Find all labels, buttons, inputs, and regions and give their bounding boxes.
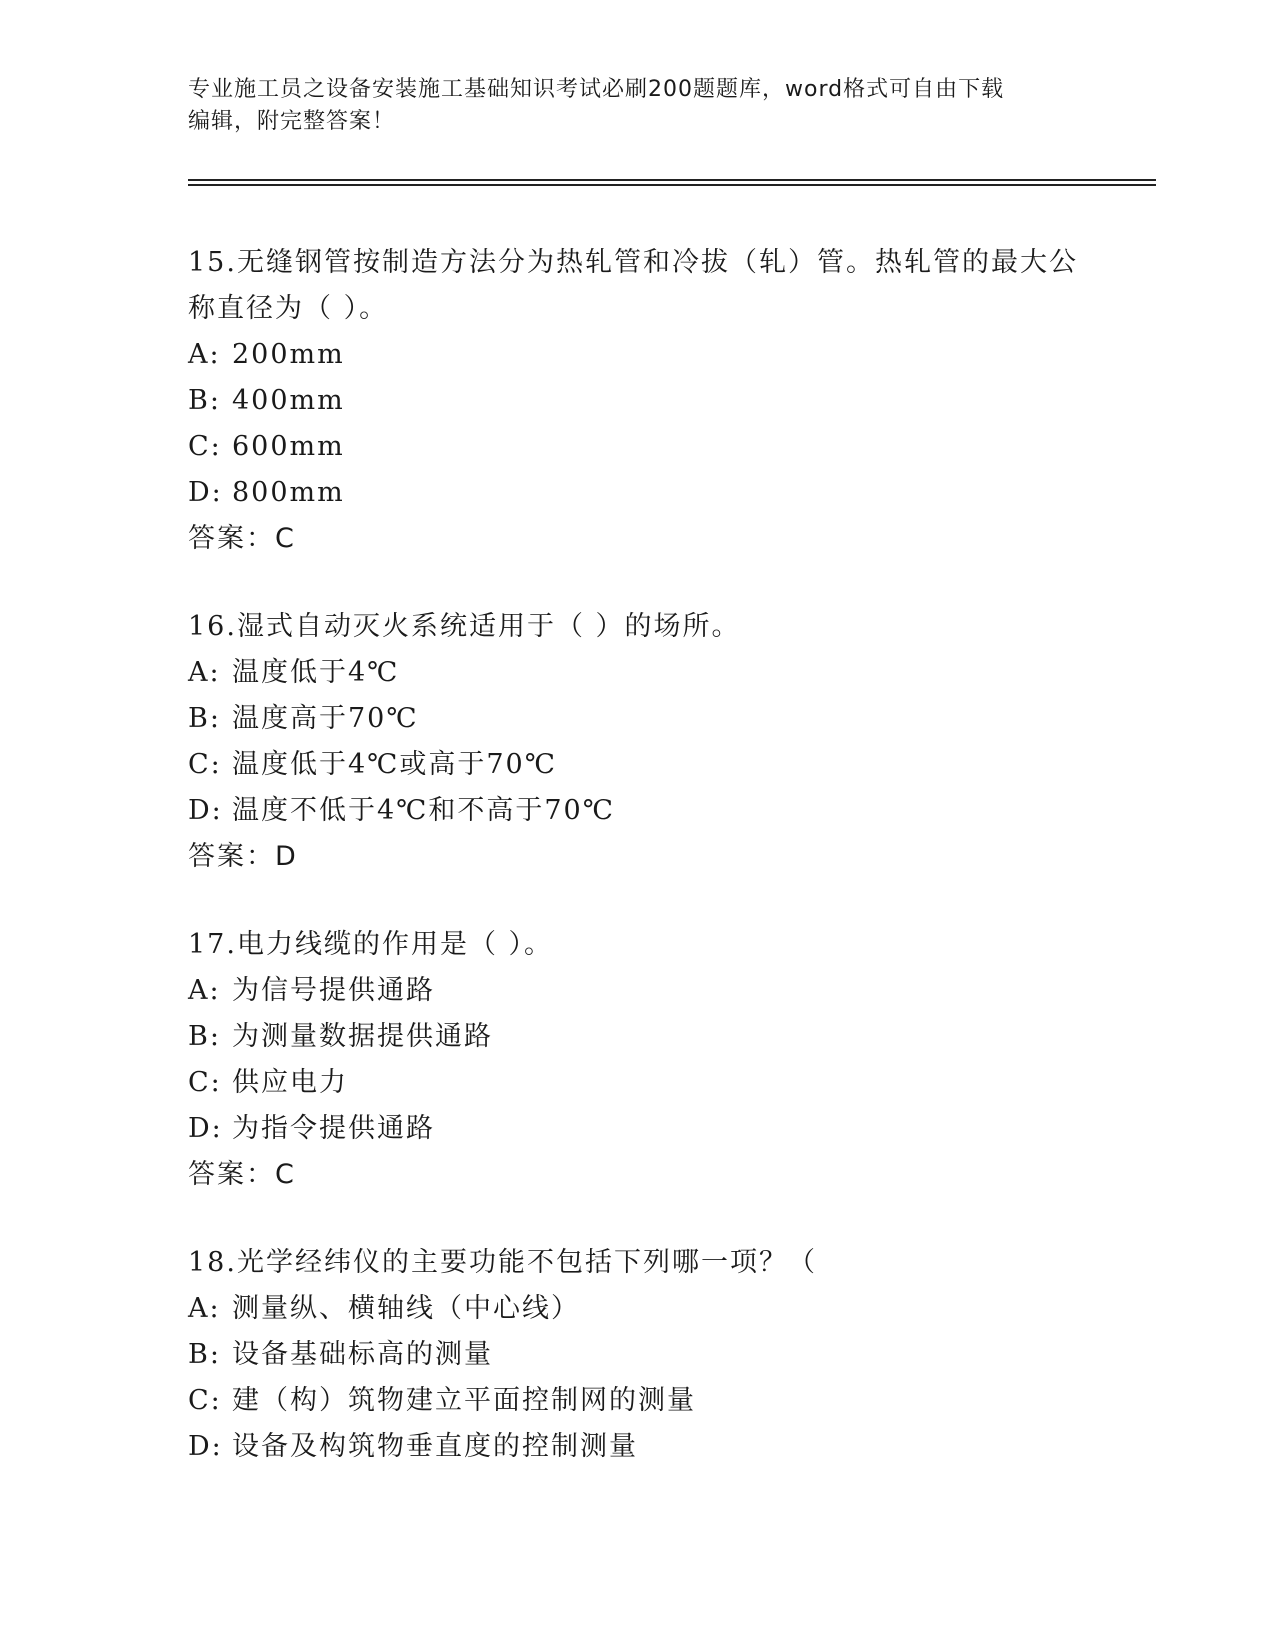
option-c — [188, 1060, 1088, 1106]
header-divider-top — [188, 179, 1156, 181]
header-line-1: 专业施工员之设备安装施工基础知识考试必刷200题题库，word格式可自由下载 — [188, 77, 1005, 102]
question-stem: 18.光学经纬仪的主要功能不包括下列哪一项？（ — [188, 1247, 817, 1278]
option-text: 温度低于4℃或高于70℃ — [232, 749, 557, 780]
question-15 — [188, 240, 1088, 562]
option-letter: B: — [188, 385, 221, 416]
option-letter: D: — [188, 477, 223, 508]
header-divider-bottom — [188, 184, 1156, 186]
option-a — [188, 650, 1088, 696]
option-c — [188, 742, 1088, 788]
option-letter: B: — [188, 1021, 221, 1052]
option-text: 供应电力 — [232, 1067, 348, 1098]
option-c — [188, 1378, 1088, 1424]
option-a — [188, 968, 1088, 1014]
option-letter: B: — [188, 703, 221, 734]
option-letter: A: — [188, 657, 221, 688]
question-list — [188, 240, 1088, 1512]
option-text: 200mm — [232, 339, 345, 370]
option-text: 为信号提供通路 — [232, 975, 435, 1006]
option-letter: A: — [188, 975, 221, 1006]
question-16 — [188, 604, 1088, 880]
option-text: 测量纵、横轴线（中心线） — [232, 1293, 580, 1324]
option-text: 设备基础标高的测量 — [232, 1339, 493, 1370]
option-text: 800mm — [232, 477, 345, 508]
option-d — [188, 1106, 1088, 1152]
option-text: 温度不低于4℃和不高于70℃ — [232, 795, 615, 826]
header-line-2: 编辑，附完整答案！ — [188, 109, 396, 134]
option-letter: A: — [188, 339, 221, 370]
question-stem: 16.湿式自动灭火系统适用于（ ）的场所。 — [188, 611, 741, 642]
answer-line: 答案：C — [188, 523, 296, 554]
option-letter: C: — [188, 749, 222, 780]
option-letter: C: — [188, 1067, 222, 1098]
question-stem: 15.无缝钢管按制造方法分为热轧管和冷拔（轧）管。热轧管的最大公 — [188, 247, 1078, 278]
answer-line: 答案：D — [188, 841, 298, 872]
option-d — [188, 788, 1088, 834]
question-17 — [188, 922, 1088, 1198]
option-b — [188, 696, 1088, 742]
option-letter: D: — [188, 1113, 223, 1144]
option-letter: B: — [188, 1339, 221, 1370]
option-text: 温度高于70℃ — [232, 703, 419, 734]
option-d — [188, 470, 1088, 516]
option-b — [188, 1332, 1088, 1378]
option-text: 600mm — [232, 431, 345, 462]
answer-line: 答案：C — [188, 1159, 296, 1190]
option-letter: D: — [188, 1431, 223, 1462]
document-header — [188, 74, 1088, 138]
option-text: 温度低于4℃ — [232, 657, 400, 688]
option-letter: C: — [188, 431, 222, 462]
option-c — [188, 424, 1088, 470]
option-d — [188, 1424, 1088, 1470]
option-b — [188, 1014, 1088, 1060]
option-a — [188, 1286, 1088, 1332]
option-text: 设备及构筑物垂直度的控制测量 — [232, 1431, 638, 1462]
option-a — [188, 332, 1088, 378]
option-text: 400mm — [232, 385, 345, 416]
option-b — [188, 378, 1088, 424]
option-letter: C: — [188, 1385, 222, 1416]
option-text: 为指令提供通路 — [232, 1113, 435, 1144]
question-18 — [188, 1240, 1088, 1470]
option-text: 为测量数据提供通路 — [232, 1021, 493, 1052]
option-letter: A: — [188, 1293, 221, 1324]
question-stem-continued: 称直径为（ ）。 — [188, 293, 389, 324]
option-text: 建（构）筑物建立平面控制网的测量 — [232, 1385, 696, 1416]
option-letter: D: — [188, 795, 223, 826]
question-stem: 17.电力线缆的作用是（ ）。 — [188, 929, 554, 960]
